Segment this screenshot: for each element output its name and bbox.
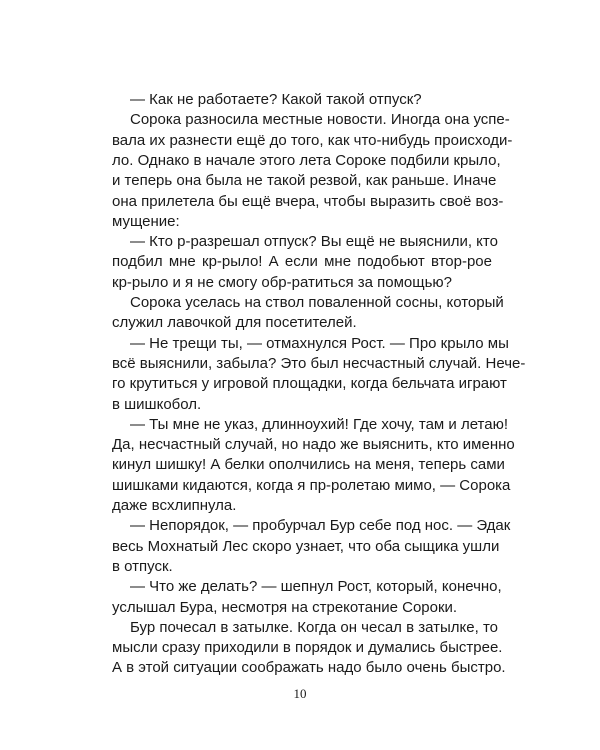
text-line: мысли сразу приходили в порядок и думались быстрее. (112, 639, 503, 657)
text-line: всё выяснили, забыла? Это был несчастный случай. Нече- (112, 354, 526, 372)
text-line: ло. Однако в начале этого лета Сороке подбили крыло, (112, 151, 501, 169)
text-line: — Ты мне не указ, длинноухий! Где хочу, там и летаю! (130, 415, 509, 433)
text-line: даже всхлипнула. (112, 497, 237, 514)
text-line: кр-рыло и я не смогу обр-ратиться за помощью? (112, 273, 452, 291)
page-number: 10 (293, 686, 307, 701)
text-line: она прилетела бы ещё вчера, чтобы выразить своё воз- (112, 192, 504, 210)
text-line: мущение: (112, 212, 180, 230)
text-line: весь Мохнатый Лес скоро узнает, что оба сыщика ушли (112, 537, 500, 555)
text-line: Сорока уселась на ствол поваленной сосны, который (130, 294, 504, 311)
text-line: — Кто р-разрешал отпуск? Вы ещё не выяснили, кто (130, 233, 498, 251)
text-line: кинул шишку! А белки ополчились на меня, теперь сами (112, 456, 505, 474)
text-line: Бур почесал в затылке. Когда он чесал в затылке, то (130, 618, 498, 636)
text-line: го крутиться у игровой площадки, когда бельчата играют (112, 375, 507, 393)
text-line: подбил мне кр-рыло! А если мне подобьют втор-рое (112, 253, 492, 271)
text-line: — Что же делать? — шепнул Рост, который, конечно, (130, 578, 502, 596)
text-line: Да, несчастный случай, но надо же выяснить, кто именно (112, 436, 515, 454)
text-line: Сорока разносила местные новости. Иногда она успе- (130, 111, 510, 129)
text-line: служил лавочкой для посетителей. (112, 314, 357, 332)
text-line: в отпуск. (112, 557, 173, 575)
text-line: — Не трещи ты, — отмахнулся Рост. — Про крыло мы (130, 334, 509, 352)
text-line: и теперь она была не такой резвой, как раньше. Иначе (112, 172, 497, 190)
text-line: — Непорядок, — пробурчал Бур себе под нос. — Эдак (130, 517, 511, 535)
text-line: услышал Бура, несмотря на стрекотание Сороки. (112, 598, 458, 616)
text-line: шишками кидаются, когда я пр-ролетаю мимо, — Сорока (112, 476, 511, 494)
text-line: А в этой ситуации соображать надо было очень быстро. (112, 659, 506, 677)
text-line: в шишкобол. (112, 395, 202, 413)
text-line: — Как не работаете? Какой такой отпуск? (130, 91, 422, 108)
text-line: вала их разнести ещё до того, как что-нибудь происходи- (112, 131, 513, 149)
